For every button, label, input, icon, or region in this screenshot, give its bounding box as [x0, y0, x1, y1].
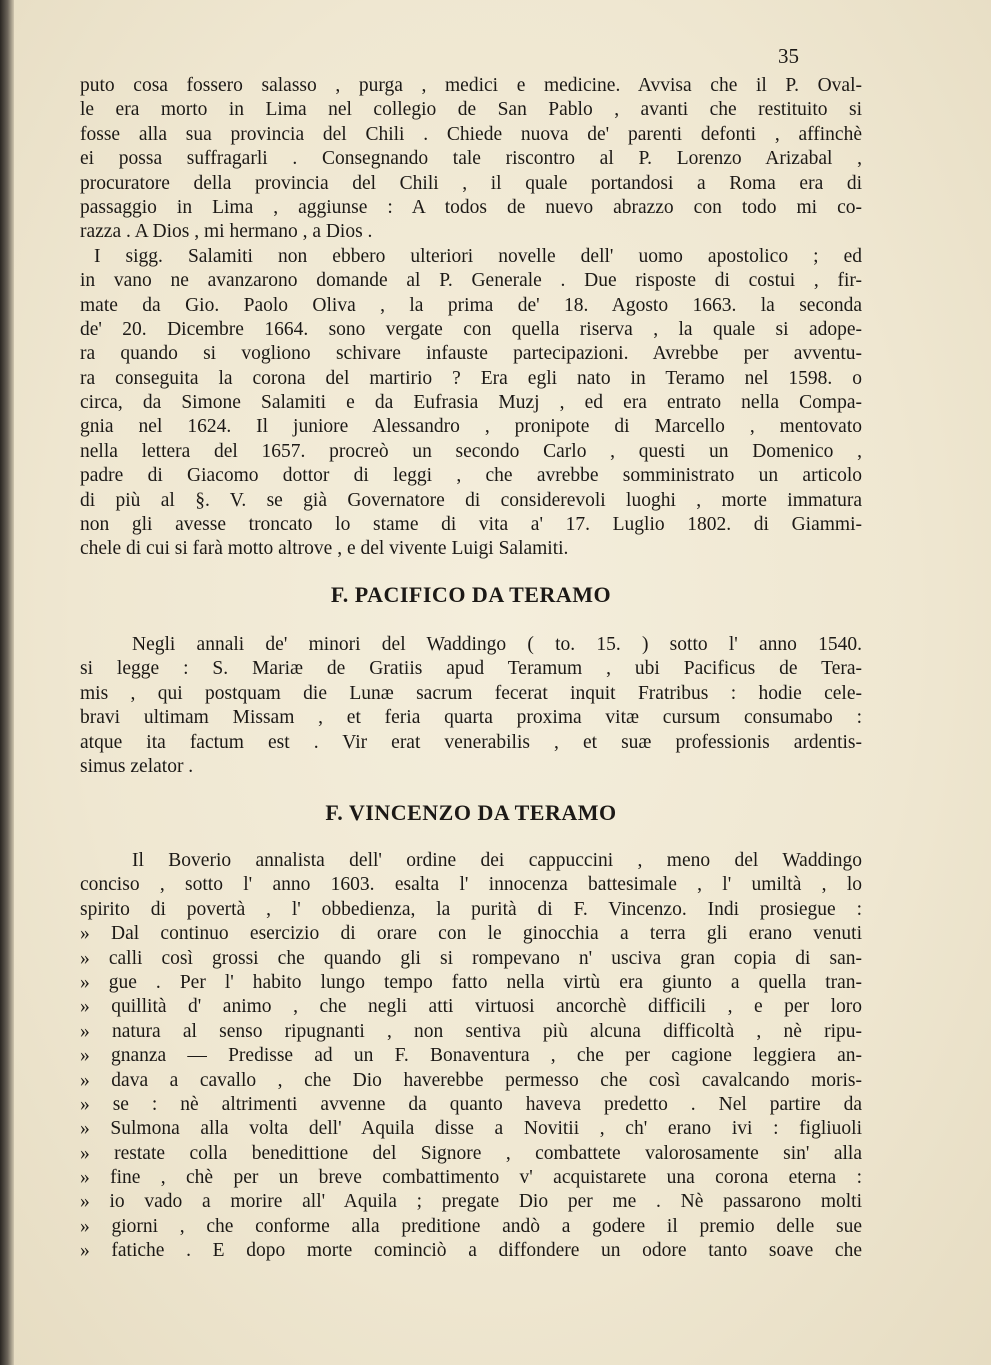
text-line: » gnanza — Predisse ad un F. Bonaventura , che per cagione leggiera an-	[80, 1045, 862, 1067]
text-line: gnia nel 1624. Il juniore Alessandro , pronipote di Marcello , mentovato	[80, 416, 862, 438]
text-line: I sigg. Salamiti non ebbero ulteriori novelle dell' uomo apostolico ; ed	[94, 245, 862, 267]
text-line: chele di cui si farà motto altrove , e del vivente Luigi Salamiti.	[80, 538, 569, 560]
text-line: ra quando si vogliono schivare infauste partecipazioni. Avrebbe per avventu-	[80, 343, 862, 365]
paragraph-block-vincenzo	[80, 849, 862, 1264]
text-line: » fatiche . E dopo morte cominciò a diffondere un odore tanto soave che	[80, 1240, 862, 1262]
text-line: conciso , sotto l' anno 1603. esalta l' innocenza battesimale , l' umiltà , lo	[80, 874, 862, 896]
text-line: » giorni , che conforme alla preditione andò a godere il premio delle sue	[80, 1215, 862, 1237]
text-line: » se : nè altrimenti avvenne da quanto haveva predetto . Nel partire da	[80, 1093, 862, 1115]
text-line: circa, da Simone Salamiti e da Eufrasia Muzj , ed era entrato nella Compa-	[80, 392, 862, 414]
text-line: » io vado a morire all' Aquila ; pregate Dio per me . Nè passarono molti	[80, 1191, 862, 1213]
text-line: passaggio in Lima , aggiunse : A todos de nuevo abrazzo con todo mi co-	[80, 196, 862, 218]
text-line: de' 20. Dicembre 1664. sono vergate con quella riserva , la quale si adope-	[80, 318, 862, 340]
paragraph-block-salamiti	[80, 74, 862, 562]
text-line: non gli avesse troncato lo stame di vita a' 17. Luglio 1802. di Giammi-	[80, 514, 862, 536]
text-line: » fine , chè per un breve combattimento v' acquistarete una corona eterna :	[80, 1167, 862, 1189]
text-line: ra conseguita la corona del martirio ? Era egli nato in Teramo nel 1598. o	[80, 367, 862, 389]
text-line: » calli così grossi che quando gli si rompevano n' usciva gran copia di san-	[80, 947, 862, 969]
text-line: in vano ne avanzarono domande al P. Generale . Due risposte di costui , fir-	[80, 270, 862, 292]
text-line: » dava a cavallo , che Dio haverebbe permesso che così cavalcando moris-	[80, 1069, 862, 1091]
text-line: fosse alla sua provincia del Chili . Chiede nuova de' parenti defonti , affinchè	[80, 123, 862, 145]
text-line: mis , qui postquam die Lunæ sacrum fecerat inquit Fratribus : hodie cele-	[80, 682, 862, 704]
text-line: » quillità d' animo , che negli atti virtuosi ancorchè difficili , e per loro	[80, 996, 862, 1018]
text-line: Negli annali de' minori del Waddingo ( to. 15. ) sotto l' anno 1540.	[132, 634, 862, 655]
section-heading-vincenzo: F. VINCENZO DA TERAMO	[325, 800, 617, 825]
text-line: nella lettera del 1657. procreò un secondo Carlo , questi un Domenico ,	[80, 440, 862, 462]
text-line: procuratore della provincia del Chili , il quale portandosi a Roma era di	[80, 172, 862, 194]
text-line: di più al §. V. se già Governatore di considerevoli luoghi , morte immatura	[80, 489, 862, 511]
text-line: bravi ultimam Missam , et feria quarta proxima vitæ cursum consumabo :	[80, 707, 862, 729]
text-line: puto cosa fossero salasso , purga , medici e medicine. Avvisa che il P. Oval-	[80, 75, 862, 96]
text-line: ei possa suffragarli . Consegnando tale riscontro al P. Lorenzo Arizabal ,	[80, 148, 862, 170]
text-line: simus zelator .	[80, 755, 194, 777]
text-line: le era morto in Lima nel collegio de San Pablo , avanti che restituito si	[80, 99, 862, 121]
text-line: atque ita factum est . Vir erat venerabilis , et suæ professionis ardentis-	[80, 731, 862, 753]
text-line: spirito di povertà , l' obbedienza, la purità di F. Vincenzo. Indi prosiegue :	[80, 898, 862, 920]
text-line: Il Boverio annalista dell' ordine dei cappuccini , meno del Waddingo	[132, 850, 862, 871]
text-line: » Sulmona alla volta dell' Aquila disse a Novitii , ch' erano ivi : figliuoli	[80, 1118, 862, 1140]
text-line: mate da Gio. Paolo Oliva , la prima de' 18. Agosto 1663. la seconda	[80, 294, 862, 316]
book-spine-shadow	[0, 0, 14, 1365]
text-line: padre di Giacomo dottor di leggi , che avrebbe somministrato un articolo	[80, 465, 862, 487]
text-line: si legge : S. Mariæ de Gratiis apud Teramum , ubi Pacificus de Tera-	[80, 658, 862, 680]
section-heading-pacifico: F. PACIFICO DA TERAMO	[330, 582, 612, 607]
text-line: » Dal continuo esercizio di orare con le ginocchia a terra gli erano venuti	[80, 923, 862, 945]
text-line: razza . A Dios , mi hermano , a Dios .	[80, 221, 373, 243]
text-line: » gue . Per l' habito lungo tempo fatto nella virtù era giunto a quella tran-	[80, 971, 862, 993]
text-line: » natura al senso ripugnanti , non sentiva più alcuna difficoltà , nè ripu-	[80, 1020, 862, 1042]
paragraph-block-pacifico	[80, 633, 862, 779]
text-line: » restate colla benedittione del Signore , combattete valorosamente sin' alla	[80, 1142, 862, 1164]
page-number: 35	[778, 44, 799, 68]
